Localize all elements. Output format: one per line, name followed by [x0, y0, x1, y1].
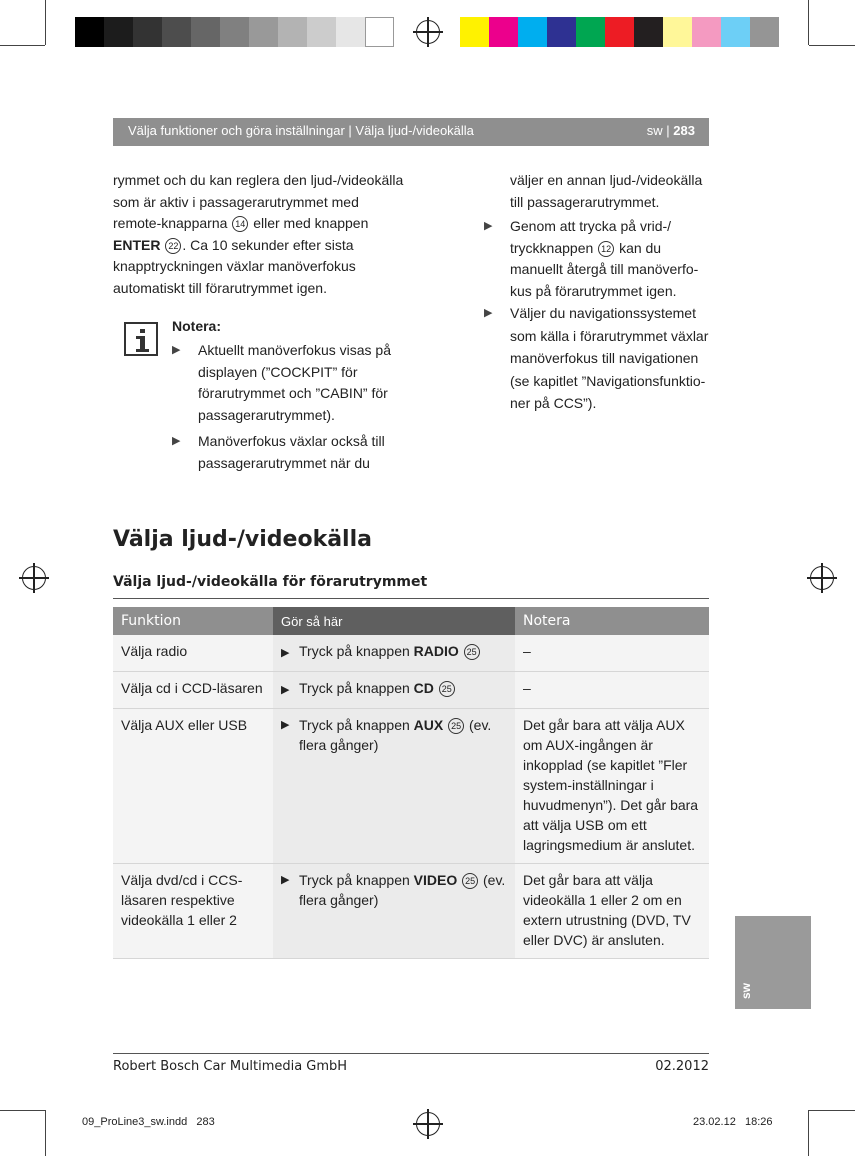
- text-line: väljer en annan ljud-/videokälla: [510, 172, 703, 188]
- registration-mark-icon: [416, 1112, 440, 1136]
- bullet-item: ▶ Väljer du navigationssystemet som källa i förarutrymmet växlar manöverfokus till navigationen (se kapitlet ”Navigationsfunktio- ner på CCS”).: [484, 302, 710, 415]
- gray-swatch: [365, 17, 394, 47]
- column-header: Gör så här: [273, 607, 515, 635]
- triangle-bullet-icon: ▶: [484, 220, 493, 232]
- callout-number: 25: [439, 681, 455, 697]
- right-column-text: [510, 170, 710, 213]
- gray-swatch: [220, 17, 249, 47]
- table-row: [113, 635, 709, 672]
- gray-swatch: [278, 17, 307, 47]
- note-cell: Det går bara att välja videokälla 1 eller 2 om en extern utrustning (DVD, TV eller DVC) är ansluten.: [515, 864, 709, 959]
- action-cell: ▶ Tryck på knappen VIDEO 25 (ev. flera gånger): [273, 864, 515, 959]
- crop-mark: [809, 1110, 855, 1111]
- text-line: ENTER 22 . Ca 10 sekunder efter sista: [113, 236, 354, 253]
- note-cell: –: [515, 635, 709, 672]
- crop-mark: [809, 45, 855, 46]
- table-header-row: [113, 607, 709, 635]
- registration-mark-icon: [416, 20, 440, 44]
- process-swatch: [663, 17, 692, 47]
- table-row: [113, 672, 709, 709]
- left-column-text: [113, 170, 413, 299]
- info-icon: [124, 322, 158, 356]
- text-line: remote-knapparna 14 eller med knappen: [113, 215, 369, 231]
- page-number: 283: [673, 123, 695, 138]
- section-title: Välja ljud-/videokälla: [113, 527, 372, 552]
- callout-number: 22: [165, 238, 181, 254]
- footer-company: Robert Bosch Car Multimedia GmbH: [113, 1059, 348, 1074]
- table-row: [113, 709, 709, 864]
- action-cell: ▶ Tryck på knappen AUX 25 (ev. flera gånger): [273, 709, 515, 864]
- gray-swatch: [133, 17, 162, 47]
- triangle-bullet-icon: ▶: [172, 435, 181, 447]
- gray-swatch: [336, 17, 365, 47]
- process-swatch: [750, 17, 779, 47]
- callout-number: 25: [448, 718, 464, 734]
- subsection-title: Välja ljud-/videokälla för förarutrymmet: [113, 574, 428, 590]
- note-heading: Notera:: [172, 318, 222, 334]
- callout-number: 14: [232, 216, 248, 232]
- header-lang: sw |: [646, 123, 670, 138]
- gray-swatch: [307, 17, 336, 47]
- table-row: [113, 864, 709, 959]
- right-bullet-2: [484, 302, 710, 415]
- triangle-bullet-icon: ▶: [281, 684, 290, 696]
- process-swatch: [460, 17, 489, 47]
- note-cell: Det går bara att välja AUX om AUX-ingången är inkopplad (se kapitlet ”Fler system-inställningar i huvudmenyn”). Det går bara att välja USB om ett lagringsmedium är anslutet.: [515, 709, 709, 864]
- footer-divider: [113, 1053, 709, 1054]
- gray-swatch: [75, 17, 104, 47]
- function-cell: Välja dvd/cd i CCS-läsaren respektive videokälla 1 eller 2: [113, 864, 273, 959]
- crop-mark: [45, 0, 46, 45]
- triangle-bullet-icon: ▶: [281, 874, 290, 886]
- process-swatch: [518, 17, 547, 47]
- process-swatch: [605, 17, 634, 47]
- callout-number: 25: [462, 873, 478, 889]
- header-page-info: [647, 123, 695, 138]
- crop-mark: [808, 0, 809, 45]
- note-cell: –: [515, 672, 709, 709]
- slug-stamp: 23.02.12 18:26: [693, 1116, 773, 1128]
- crop-mark: [808, 1110, 809, 1156]
- function-cell: Välja AUX eller USB: [113, 709, 273, 864]
- column-header: Notera: [515, 607, 709, 635]
- process-swatch: [489, 17, 518, 47]
- bullet-item: ▶ Manöverfokus växlar också till passagerarutrymmet när du: [172, 433, 385, 471]
- right-bullet-1: [484, 216, 710, 302]
- slug-file: 09_ProLine3_sw.indd 283: [82, 1116, 215, 1128]
- language-tab-label: sw: [739, 982, 753, 999]
- gray-swatch: [104, 17, 133, 47]
- process-swatch: [576, 17, 605, 47]
- gray-swatch: [249, 17, 278, 47]
- action-cell: ▶ Tryck på knappen CD 25: [273, 672, 515, 709]
- triangle-bullet-icon: ▶: [172, 344, 181, 356]
- bullet-item: ▶ Genom att trycka på vrid-/ tryckknappen 12 kan du manuellt återgå till manöverfo- kus på förarutrymmet igen.: [484, 218, 699, 299]
- gray-swatch: [162, 17, 191, 47]
- running-header: [113, 118, 709, 146]
- text-line: rymmet och du kan reglera den ljud-/videokälla: [113, 172, 404, 188]
- crop-mark: [0, 45, 45, 46]
- registration-mark-icon: [810, 566, 834, 590]
- process-swatch: [634, 17, 663, 47]
- bullet-item: ▶ Aktuellt manöverfokus visas på displayen (”COCKPIT” för förarutrymmet och ”CABIN” för passagerarutrymmet).: [172, 342, 391, 423]
- text-line: knapptryckningen växlar manöverfokus: [113, 258, 356, 274]
- footer-date: 02.2012: [655, 1059, 709, 1074]
- action-cell: ▶ Tryck på knappen RADIO 25: [273, 635, 515, 672]
- header-title: Välja funktioner och göra inställningar | Välja ljud-/videokälla: [128, 123, 474, 138]
- callout-number: 25: [464, 644, 480, 660]
- triangle-bullet-icon: ▶: [484, 307, 493, 319]
- function-cell: Välja radio: [113, 635, 273, 672]
- text-line: automatiskt till förarutrymmet igen.: [113, 279, 327, 296]
- language-tab: [735, 916, 811, 1009]
- callout-number: 12: [598, 241, 614, 257]
- crop-mark: [0, 1110, 45, 1111]
- note-bullet-1: [172, 340, 402, 426]
- process-swatch: [721, 17, 750, 47]
- divider: [113, 598, 709, 599]
- process-swatch: [692, 17, 721, 47]
- function-table: [113, 607, 709, 959]
- gray-swatch: [191, 17, 220, 47]
- registration-mark-icon: [22, 566, 46, 590]
- function-cell: Välja cd i CCD-läsaren: [113, 672, 273, 709]
- crop-mark: [45, 1110, 46, 1156]
- triangle-bullet-icon: ▶: [281, 719, 290, 731]
- note-bullet-2: [172, 431, 402, 474]
- process-swatch: [547, 17, 576, 47]
- text-line: till passagerarutrymmet.: [510, 193, 660, 210]
- column-header: Funktion: [113, 607, 273, 635]
- text-line: som är aktiv i passagerarutrymmet med: [113, 193, 359, 210]
- triangle-bullet-icon: ▶: [281, 647, 290, 659]
